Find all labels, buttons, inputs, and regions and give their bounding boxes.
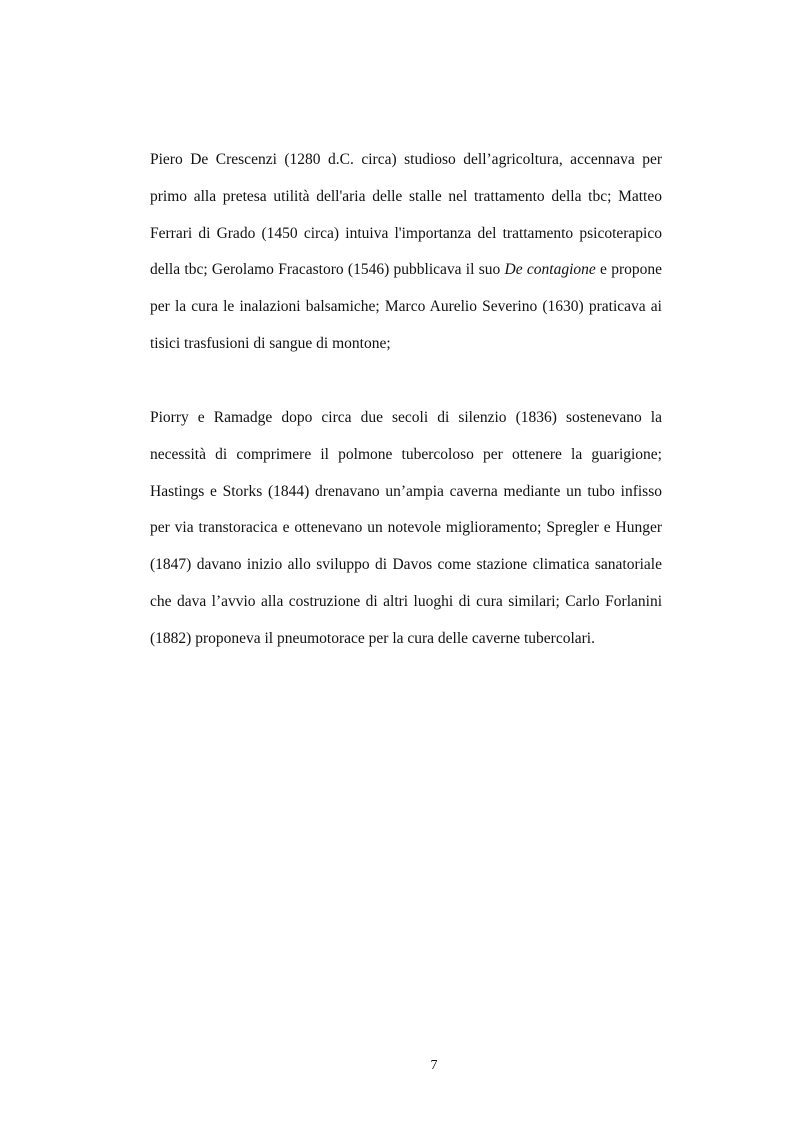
paragraph-1 (150, 142, 662, 363)
paragraph-1-text-start: Piero De Crescenzi (1280 d.C. circa) studioso dell’agricoltura, accennava per primo alla pretesa utilità dell'aria delle stalle nel trattamento della tbc; Matteo Ferrari di Grado (1450 circa) intuiva l'importanza del trattamento psicoterapico della tbc; Gerolamo Fracastoro (1546) pubblicava il suo (150, 151, 662, 279)
paragraph-2-text: Piorry e Ramadge dopo circa due secoli di silenzio (1836) sostenevano la necessità di comprimere il polmone tubercoloso per ottenere la guarigione; Hastings e Storks (1844) drenavano un’ampia caverna mediante un tubo infisso per via transtoracica e ottenevano un notevole miglioramento; Spregler e Hunger (1847) davano inizio allo sviluppo di Davos come stazione climatica sanatoriale che dava l’avvio alla costruzione di altri luoghi di cura similari; Carlo Forlanini (1882) proponeva il pneumotorace per la cura delle caverne tubercolari. (150, 409, 662, 647)
paragraph-2 (150, 400, 662, 658)
book-title-italic: De contagione (504, 261, 596, 279)
paragraph-1-text-end: e propone per la cura le inalazioni balsamiche; Marco Aurelio Severino (1630) praticava ai tisici trasfusioni di sangue di montone; (150, 261, 663, 352)
page-number: 7 (430, 1058, 438, 1073)
